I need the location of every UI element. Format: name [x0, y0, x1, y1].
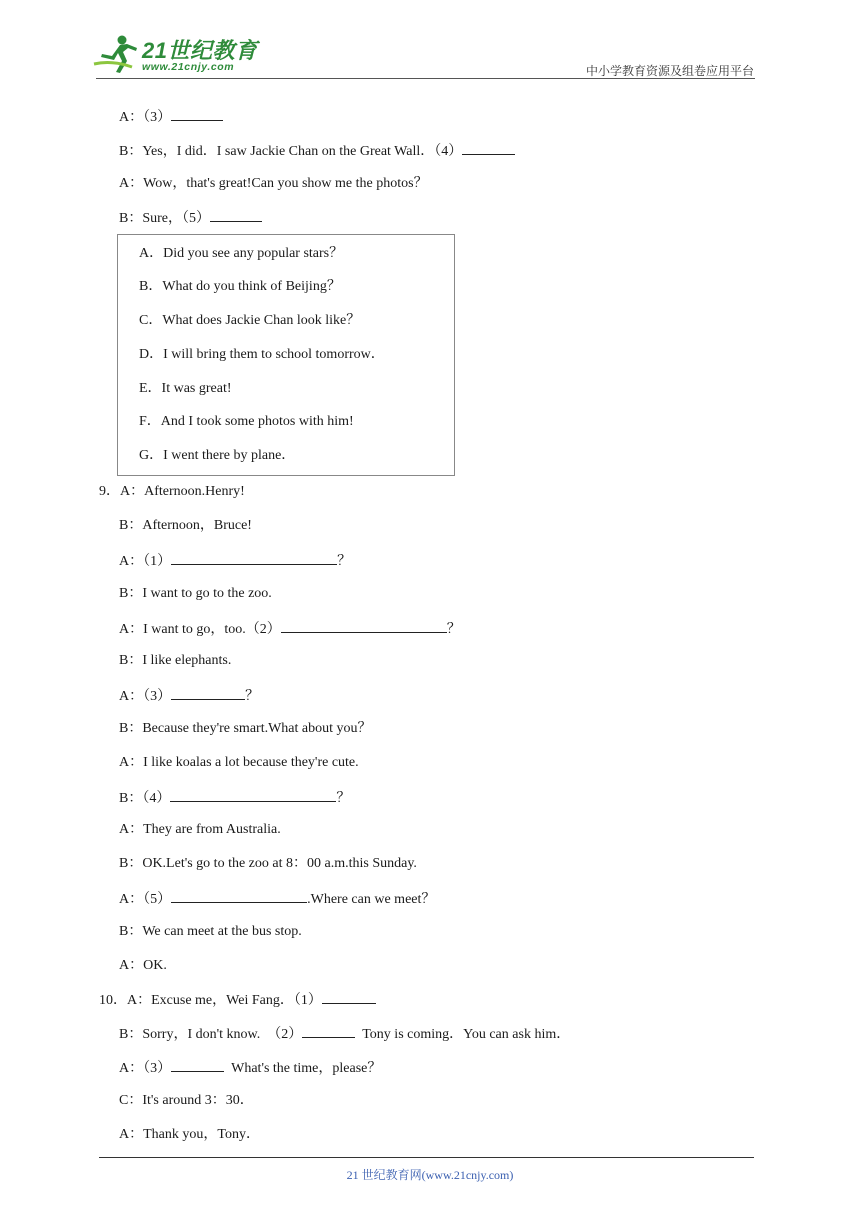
answer-blank [302, 1024, 355, 1038]
answer-blank [171, 889, 307, 903]
q9-line-14: B：We can meet at the bus stop. [119, 924, 302, 939]
q10-line-4: C：It's around 3：30． [119, 1093, 254, 1108]
q9-l13-end: .Where can we meet？ [307, 892, 436, 907]
q8-b-text: B：Yes，I did．I saw Jackie Chan on the Great Wall．（4） [119, 144, 463, 159]
q10-l2a-text: B：Sorry，I don't know. （2） [119, 1027, 303, 1042]
option-c: C．What does Jackie Chan look like？ [139, 313, 361, 328]
answer-blank [171, 107, 223, 121]
answer-blank [281, 619, 447, 633]
q9-line-9: A：I like koalas a lot because they're cute. [119, 755, 359, 770]
q9-line-15: A：OK. [119, 958, 167, 973]
answer-blank [171, 1058, 224, 1072]
answer-blank [462, 141, 515, 155]
q10-line-2 [119, 1024, 570, 1044]
q9-l10-text: B：（4） [119, 791, 171, 806]
option-d: D．I will bring them to school tomorrow． [139, 347, 385, 362]
q9-l3-end: ？ [337, 554, 352, 569]
q8-a3-text: A：（3） [119, 110, 172, 125]
answer-blank [171, 551, 337, 565]
q9-l3-text: A：（1） [119, 554, 172, 569]
site-logo [92, 34, 262, 78]
q9-line-3 [119, 551, 351, 571]
option-b: B．What do you think of Beijing？ [139, 279, 341, 294]
q9-l5-text: A：I want to go，too.（2） [119, 622, 281, 637]
q10-l3a-text: A：（3） [119, 1061, 172, 1076]
q10-line-5: A：Thank you，Tony． [119, 1127, 260, 1142]
q9-line-6: B：I like elephants. [119, 653, 232, 668]
option-e: E．It was great! [139, 381, 232, 396]
q9-line-1: 9．A：Afternoon.Henry! [99, 484, 245, 499]
answer-blank [210, 208, 262, 222]
answer-blank [322, 990, 376, 1004]
q8-line-b-sure [119, 208, 262, 228]
q9-line-8: B：Because they're smart.What about you？ [119, 721, 372, 736]
q8-b-sure-text: B：Sure，（5） [119, 211, 210, 226]
q9-l10-end: ？ [336, 791, 351, 806]
q9-line-10 [119, 788, 350, 808]
option-a: A．Did you see any popular stars？ [139, 246, 344, 261]
q8-line-a3 [119, 107, 223, 127]
q8-line-a-wow: A：Wow，that's great!Can you show me the photos？ [119, 176, 428, 191]
q9-line-2: B：Afternoon，Bruce! [119, 518, 252, 533]
q9-line-11: A：They are from Australia. [119, 822, 281, 837]
q9-line-12: B：OK.Let's go to the zoo at 8：00 a.m.this Sunday. [119, 856, 417, 871]
platform-title: 中小学教育资源及组卷应用平台 [585, 64, 754, 78]
logo-wordmark: 21世纪教育 [142, 38, 258, 63]
header-divider [96, 78, 755, 79]
logo-url: www.21cnjy.com [142, 61, 235, 73]
q8-line-b [119, 141, 515, 161]
page-footer: 21 世纪教育网(www.21cnjy.com) [346, 1168, 514, 1182]
q9-l13-text: A：（5） [119, 892, 172, 907]
option-f: F．And I took some photos with him! [139, 414, 354, 429]
q9-line-13 [119, 889, 435, 909]
answer-blank [171, 686, 245, 700]
q9-l7-text: A：（3） [119, 689, 172, 704]
q9-line-7 [119, 686, 259, 706]
page-header [0, 0, 860, 80]
q10-l3b-text: What's the time，please？ [231, 1061, 382, 1076]
q10-line-3 [119, 1058, 381, 1078]
q9-line-4: B：I want to go to the zoo. [119, 586, 272, 601]
q10-l2b-text: Tony is coming．You can ask him． [362, 1027, 571, 1042]
answer-blank [170, 788, 336, 802]
q10-l1-text: 10．A：Excuse me，Wei Fang．（1） [99, 993, 322, 1008]
option-g: G．I went there by plane． [139, 448, 296, 463]
q9-l5-end: ？ [446, 622, 461, 637]
q9-line-5 [119, 619, 461, 639]
runner-icon [92, 34, 140, 74]
footer-divider [99, 1157, 754, 1158]
q9-l7-end: ？ [245, 689, 260, 704]
q10-line-1 [99, 990, 376, 1010]
